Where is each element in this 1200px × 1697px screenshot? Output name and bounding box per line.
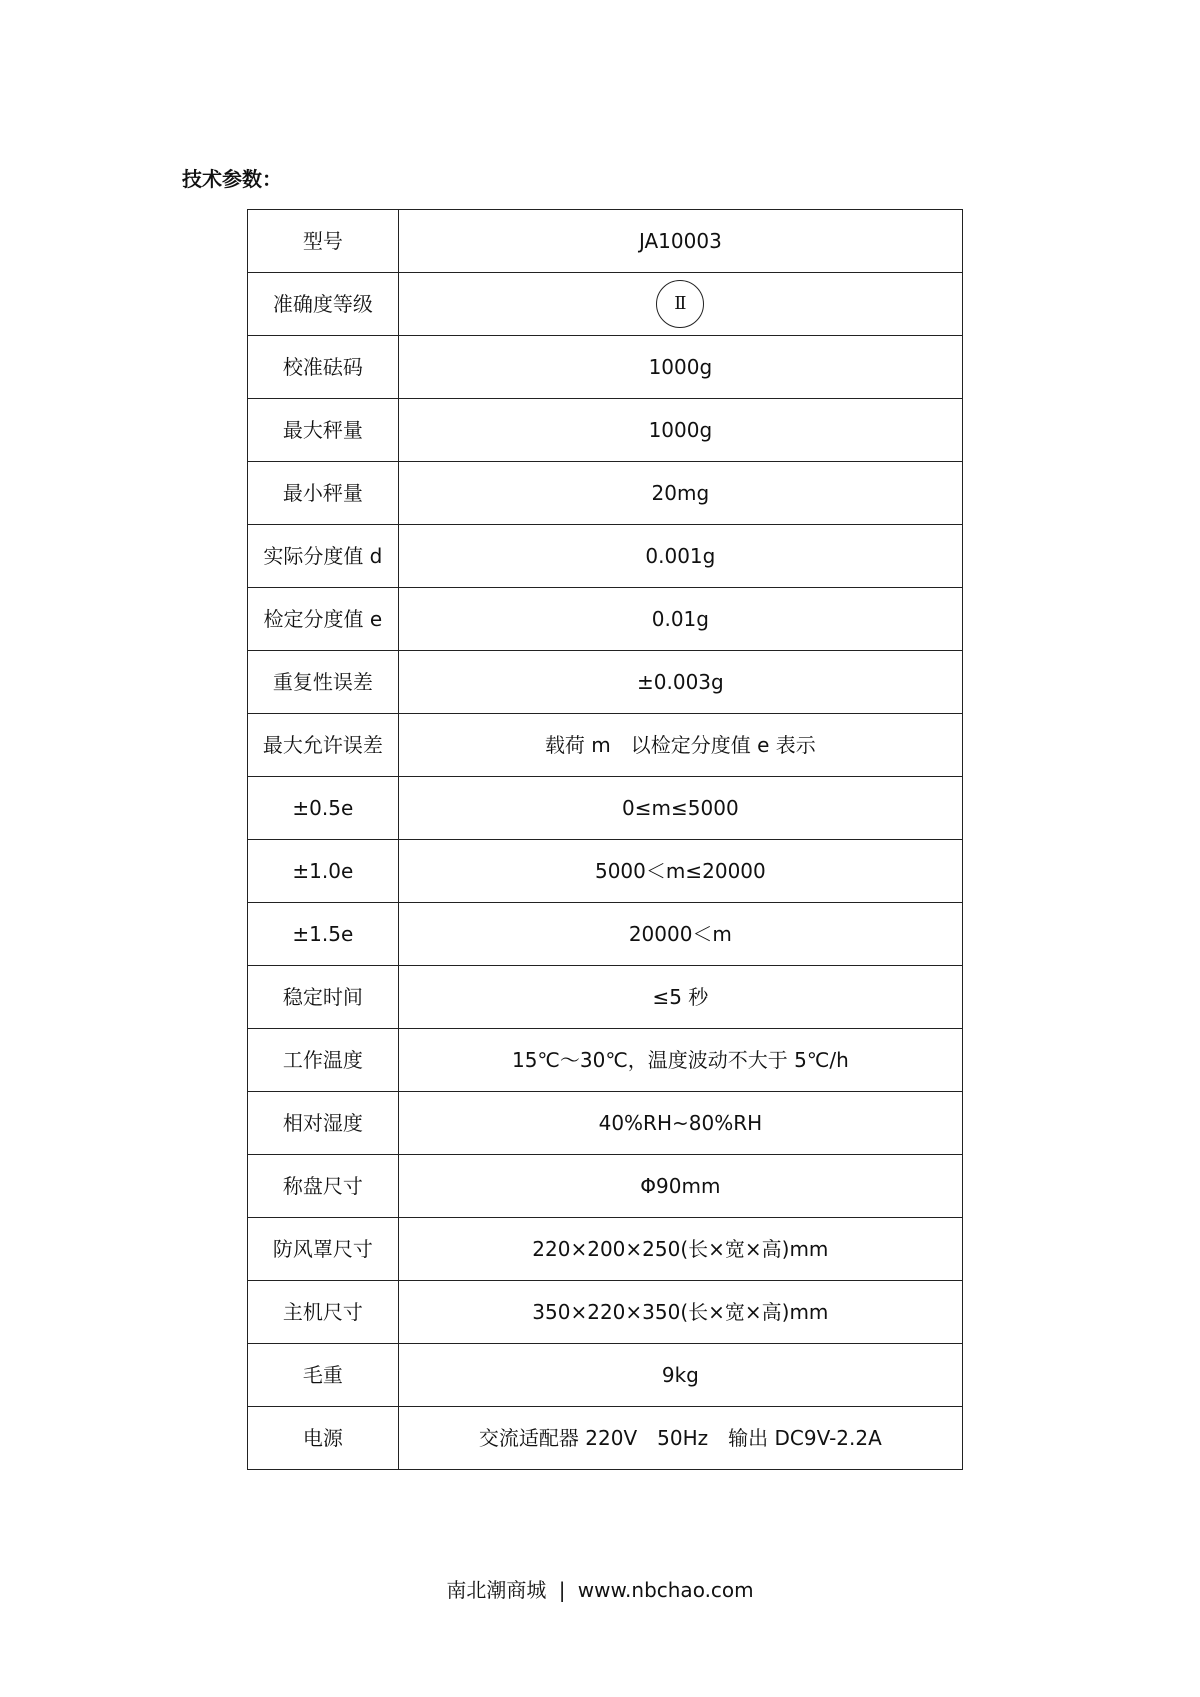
spec-value: 载荷 m 以检定分度值 e 表示 [398, 714, 962, 777]
spec-label: ±0.5e [248, 777, 399, 840]
footer-brand: 南北潮商城 [446, 1578, 547, 1602]
table-row [248, 651, 963, 714]
spec-label: 最小秤量 [248, 462, 399, 525]
spec-label: 重复性误差 [248, 651, 399, 714]
table-row [248, 273, 963, 336]
spec-value: 0.01g [398, 588, 962, 651]
spec-value: ±0.003g [398, 651, 962, 714]
spec-value: 5000＜m≤20000 [398, 840, 962, 903]
spec-label: 实际分度值 d [248, 525, 399, 588]
table-row [248, 525, 963, 588]
spec-value: 350×220×350(长×宽×高)mm [398, 1281, 962, 1344]
table-row [248, 1029, 963, 1092]
spec-label: 电源 [248, 1407, 399, 1470]
spec-value: 交流适配器 220V 50Hz 输出 DC9V-2.2A [398, 1407, 962, 1470]
spec-label: 最大秤量 [248, 399, 399, 462]
spec-value: ≤5 秒 [398, 966, 962, 1029]
table-row [248, 1344, 963, 1407]
spec-value: 15℃～30℃，温度波动不大于 5℃/h [398, 1029, 962, 1092]
table-row [248, 399, 963, 462]
spec-value [398, 273, 962, 336]
table-row [248, 462, 963, 525]
spec-value: 20mg [398, 462, 962, 525]
spec-label: 相对湿度 [248, 1092, 399, 1155]
spec-label: ±1.0e [248, 840, 399, 903]
footer-separator: | [558, 1578, 566, 1602]
spec-value: 9kg [398, 1344, 962, 1407]
spec-label: 稳定时间 [248, 966, 399, 1029]
table-row [248, 1218, 963, 1281]
spec-value: Φ90mm [398, 1155, 962, 1218]
table-row [248, 1281, 963, 1344]
section-title: 技术参数： [182, 167, 282, 191]
spec-label: ±1.5e [248, 903, 399, 966]
table-row [248, 1407, 963, 1470]
spec-value: 1000g [398, 399, 962, 462]
footer-url: www.nbchao.com [577, 1578, 754, 1602]
table-row [248, 336, 963, 399]
accuracy-class-mark: Ⅱ [656, 280, 704, 328]
spec-value: 40%RH~80%RH [398, 1092, 962, 1155]
spec-table [247, 209, 963, 1470]
page-footer [0, 1576, 1200, 1604]
table-row [248, 966, 963, 1029]
spec-label: 校准砝码 [248, 336, 399, 399]
spec-value: 1000g [398, 336, 962, 399]
spec-label: 准确度等级 [248, 273, 399, 336]
spec-value: 0.001g [398, 525, 962, 588]
table-row [248, 210, 963, 273]
spec-label: 检定分度值 e [248, 588, 399, 651]
spec-value: 220×200×250(长×宽×高)mm [398, 1218, 962, 1281]
table-row [248, 1092, 963, 1155]
spec-label: 工作温度 [248, 1029, 399, 1092]
table-row [248, 1155, 963, 1218]
spec-label: 称盘尺寸 [248, 1155, 399, 1218]
table-row [248, 840, 963, 903]
spec-value: 20000＜m [398, 903, 962, 966]
spec-label: 毛重 [248, 1344, 399, 1407]
table-row [248, 777, 963, 840]
spec-value: JA10003 [398, 210, 962, 273]
spec-label: 型号 [248, 210, 399, 273]
spec-value: 0≤m≤5000 [398, 777, 962, 840]
spec-label: 防风罩尺寸 [248, 1218, 399, 1281]
table-row [248, 903, 963, 966]
table-row [248, 714, 963, 777]
table-row [248, 588, 963, 651]
spec-label: 主机尺寸 [248, 1281, 399, 1344]
spec-label: 最大允许误差 [248, 714, 399, 777]
